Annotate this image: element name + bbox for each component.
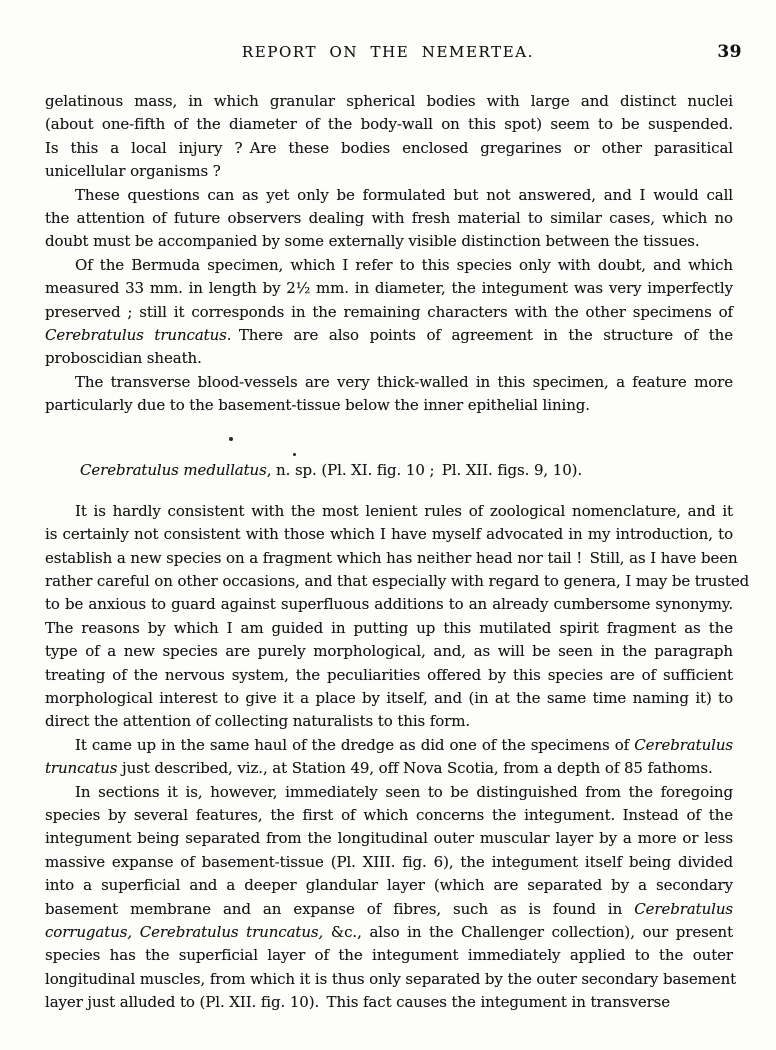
text-line: establish a new species on a fragment which has neither head nor tail ! Still, as I have been <box>45 548 738 567</box>
ink-speck <box>229 437 233 441</box>
text-line: to be anxious to guard against superfluous additions to an already cumbersome synonymy. <box>45 595 733 614</box>
text-line: These questions can as yet only be formulated but not answered, and I would call <box>75 185 733 204</box>
running-head <box>0 0 776 67</box>
text-line: particularly due to the basement-tissue below the inner epithelial lining. <box>45 396 590 415</box>
text-line: It came up in the same haul of the dredge as did one of the specimens of Cerebratulus <box>75 735 733 754</box>
text-line: corrugatus, Cerebratulus truncatus, &c., also in the Challenger collection), our present <box>45 922 733 941</box>
text-line: truncatus just described, viz., at Station 49, off Nova Scotia, from a depth of 85 fathoms. <box>45 759 713 778</box>
paragraph <box>45 90 733 184</box>
text-line: basement membrane and an expanse of fibres, such as is found in Cerebratulus <box>45 899 733 918</box>
text-line: type of a new species are purely morphological, and, as will be seen in the paragraph <box>45 642 733 661</box>
text-line: treating of the nervous system, the peculiarities offered by this species are of sufficient <box>45 665 733 684</box>
text-line: massive expanse of basement-tissue (Pl. XIII. fig. 6), the integument itself being divided <box>45 852 733 871</box>
paragraph <box>45 254 733 371</box>
text-line: The transverse blood-vessels are very thick-walled in this specimen, a feature more <box>75 372 733 391</box>
text-line: Cerebratulus truncatus. There are also points of agreement in the structure of the <box>45 325 733 344</box>
text-line: preserved ; still it corresponds in the remaining characters with the other specimens of <box>45 302 733 321</box>
page-number: 39 <box>717 42 742 62</box>
paragraph <box>45 500 750 734</box>
text-line: the attention of future observers dealing with fresh material to similar cases, which no <box>45 208 733 227</box>
paragraph <box>45 734 733 781</box>
text-line: measured 33 mm. in length by 2½ mm. in diameter, the integument was very imperfectly <box>45 279 733 298</box>
text-line: Is this a local injury ? Are these bodies enclosed gregarines or other parasitical <box>45 138 733 157</box>
text-line: The reasons by which I am guided in putting up this mutilated spirit fragment as the <box>45 618 733 637</box>
species-heading <box>45 459 733 482</box>
text-line: In sections it is, however, immediately seen to be distinguished from the foregoing <box>75 782 733 801</box>
text-line: doubt must be accompanied by some externally visible distinction between the tissues. <box>45 232 700 251</box>
text-line: direct the attention of collecting naturalists to this form. <box>45 712 471 731</box>
text-line: (about one-fifth of the diameter of the body-wall on this spot) seem to be suspended. <box>45 115 733 134</box>
paragraph <box>45 781 737 1015</box>
text-line: Of the Bermuda specimen, which I refer to this species only with doubt, and which <box>75 255 733 274</box>
text-line: integument being separated from the longitudinal outer muscular layer by a more or less <box>45 829 733 848</box>
text-line: It is hardly consistent with the most lenient rules of zoological nomenclature, and it <box>75 501 733 520</box>
ink-speck <box>293 453 296 456</box>
paragraphs <box>45 90 750 1014</box>
text-line: longitudinal muscles, from which it is thus only separated by the outer secondary basement <box>45 969 737 988</box>
text-line: Cerebratulus medullatus, n. sp. (Pl. XI. fig. 10 ; Pl. XII. figs. 9, 10). <box>80 461 583 480</box>
text-line: layer just alluded to (Pl. XII. fig. 10). This fact causes the integument in transverse <box>45 993 671 1012</box>
paragraph <box>45 184 733 254</box>
text-line: gelatinous mass, in which granular spherical bodies with large and distinct nuclei <box>45 92 733 110</box>
text-line: species has the superficial layer of the integument immediately applied to the outer <box>45 946 733 965</box>
text-line: species by several features, the first of which concerns the integument. Instead of the <box>45 805 733 824</box>
paragraph <box>45 371 733 418</box>
text-line: into a superficial and a deeper glandular layer (which are separated by a secondary <box>45 876 733 895</box>
text-line: morphological interest to give it a place by itself, and (in at the same time naming it) to <box>45 688 733 707</box>
text-line: proboscidian sheath. <box>45 349 202 368</box>
text-line: unicellular organisms ? <box>45 162 221 181</box>
page-title: REPORT ON THE NEMERTEA. <box>241 43 535 61</box>
text-line: rather careful on other occasions, and that especially with regard to genera, I may be trusted <box>45 572 750 591</box>
text-line: is certainly not consistent with those which I have myself advocated in my introduction, to <box>45 525 733 544</box>
